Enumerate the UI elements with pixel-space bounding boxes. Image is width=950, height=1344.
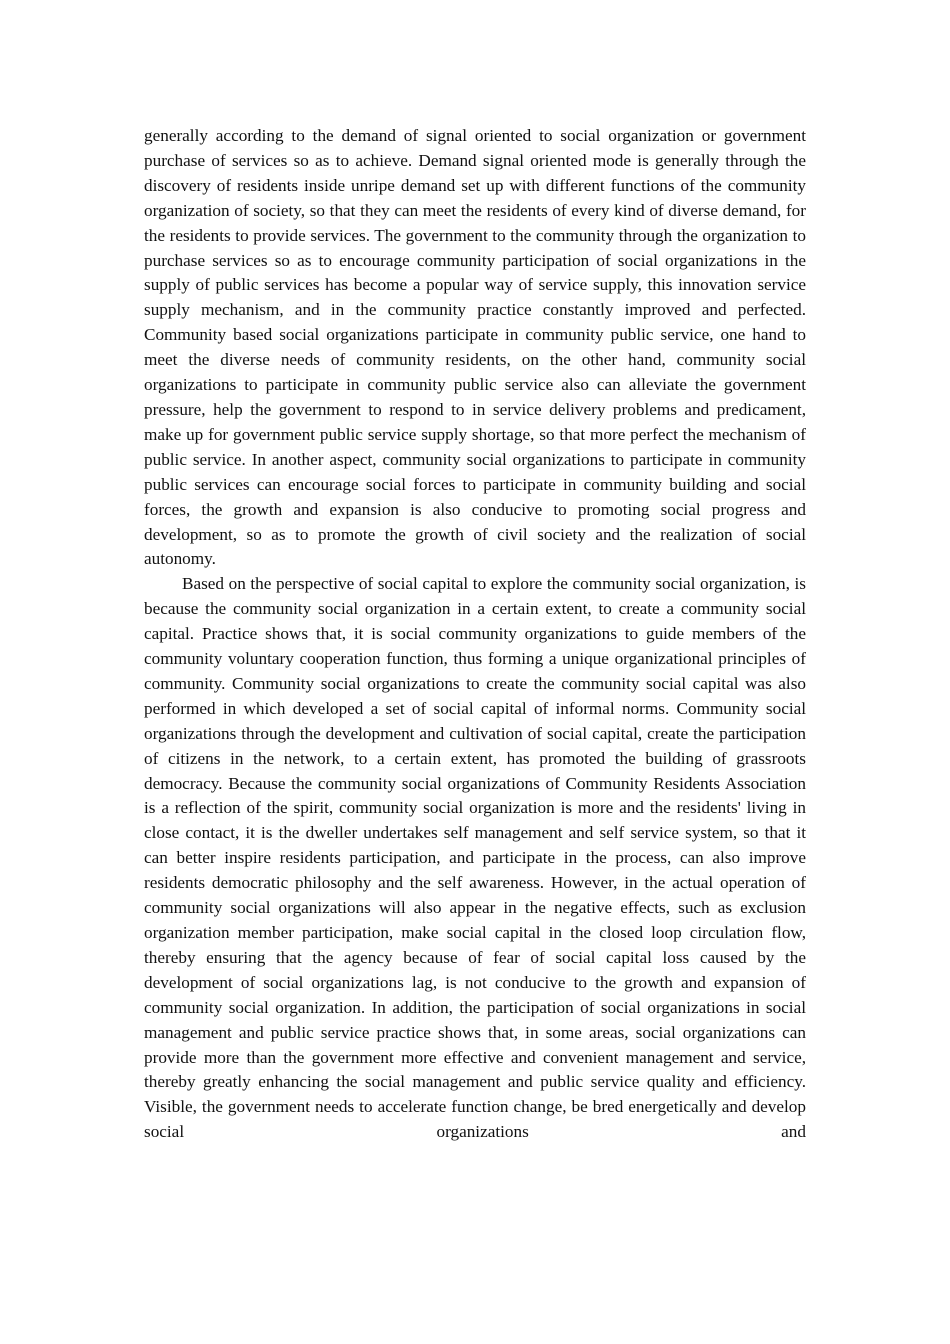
paragraph-social-capital: Based on the perspective of social capital to explore the community social organization, is because the community social organization in a certain extent, to create a community social capital. Practice shows that, it is social community organizations to guide members of the community voluntary cooperation function, thus forming a unique organizational principles of community. Community social organizations to create the community social capital was also performed in which developed a set of social capital of informal norms. Community social organizations through the development and cultivation of social capital, create the participation of citizens in the network, to a certain extent, has promoted the building of grassroots democracy. Because the community social organizations of Community Residents Association is a reflection of the spirit, community social organization is more and the residents' living in close contact, it is the dweller undertakes self management and self service system, so that it can better inspire residents participation, and participate in the process, can also improve residents democratic philosophy and the self awareness. However, in the actual operation of community social organizations will also appear in the negative effects, such as exclusion organization member participation, make social capital in the closed loop circulation flow, thereby ensuring that the agency because of fear of social capital loss caused by the development of social organizations lag, is not conducive to the growth and expansion of community social organization. In addition, the participation of social organizations in social management and public service practice shows that, in some areas, social organizations can provide more than the government more effective and convenient management and service, thereby greatly enhancing the social management and public service quality and efficiency. Visible, the government needs to accelerate function change, be bred energetically and develop social organizations and (144, 574, 806, 1142)
paragraph-continued: generally according to the demand of signal oriented to social organization or government purchase of services so as to achieve. Demand signal oriented mode is generally through the discovery of residents inside unripe demand set up with different functions of the community organization of society, so that they can meet the residents of every kind of diverse demand, for the residents to provide services. The government to the community through the organization to purchase services so as to encourage community participation of social organizations in the supply of public services has become a popular way of service supply, this innovation service supply mechanism, and in the community practice constantly improved and perfected. Community based social organizations participate in community public service, one hand to meet the diverse needs of community residents, on the other hand, community social organizations to participate in community public service also can alleviate the government pressure, help the government to respond to in service delivery problems and predicament, make up for government public service supply shortage, so that more perfect the mechanism of public service. In another aspect, community social organizations to participate in community public services can encourage social forces to participate in community building and social forces, the growth and expansion is also conducive to promoting social progress and development, so as to promote the growth of civil society and the realization of social autonomy. (144, 126, 806, 569)
body-text (144, 124, 806, 1145)
